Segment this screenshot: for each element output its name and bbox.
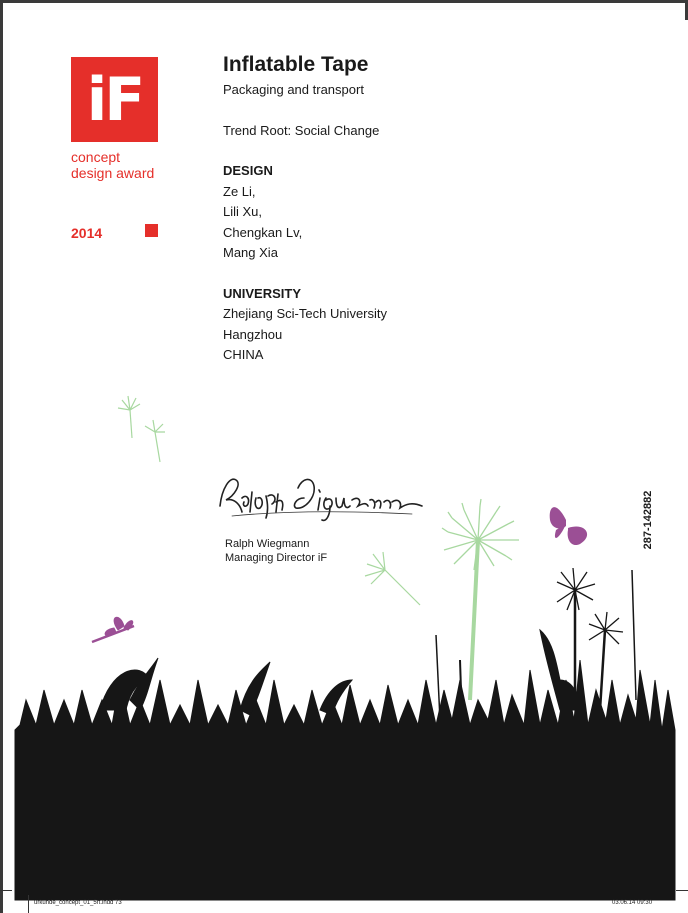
award-year: 2014 bbox=[71, 225, 103, 241]
certificate-content bbox=[223, 52, 603, 366]
crop-mark bbox=[28, 895, 29, 913]
floating-seeds bbox=[118, 396, 420, 605]
green-dandelion bbox=[442, 499, 519, 700]
if-logo-text: iF bbox=[86, 64, 143, 135]
designer-name: Mang Xia bbox=[223, 245, 278, 260]
butterfly-right bbox=[550, 507, 587, 545]
dragonfly bbox=[92, 617, 134, 642]
designer-name: Ze Li, bbox=[223, 183, 256, 199]
certificate-number: 287-142882 bbox=[642, 490, 654, 550]
project-category: Packaging and transport bbox=[223, 82, 364, 97]
designer-name: Lili Xu, bbox=[223, 204, 263, 219]
design-heading: DESIGN bbox=[223, 163, 273, 178]
university-city: Hangzhou bbox=[223, 326, 283, 342]
project-title: Inflatable Tape bbox=[223, 53, 369, 76]
university-heading: UNIVERSITY bbox=[223, 285, 302, 301]
designer-name: Chengkan Lv, bbox=[223, 224, 303, 240]
signatory-name: Ralph Wiegmann bbox=[225, 538, 310, 550]
project-trend: Trend Root: Social Change bbox=[223, 122, 380, 138]
signatory-role: Managing Director iF bbox=[225, 552, 328, 564]
award-category-line2: design award bbox=[71, 165, 155, 181]
crop-mark bbox=[0, 890, 12, 891]
crop-mark bbox=[676, 890, 688, 891]
award-red-square bbox=[145, 224, 158, 237]
university-name: Zhejiang Sci-Tech University bbox=[223, 306, 388, 321]
award-category-line1: concept bbox=[71, 149, 121, 165]
footer-filename: urkunde_concept_01_5rt.indd 73 bbox=[34, 900, 122, 906]
meadow-illustration bbox=[0, 380, 688, 913]
if-logo bbox=[71, 57, 158, 142]
university-country: CHINA bbox=[223, 347, 264, 362]
footer-timestamp: 03.06.14 09:30 bbox=[612, 900, 653, 906]
